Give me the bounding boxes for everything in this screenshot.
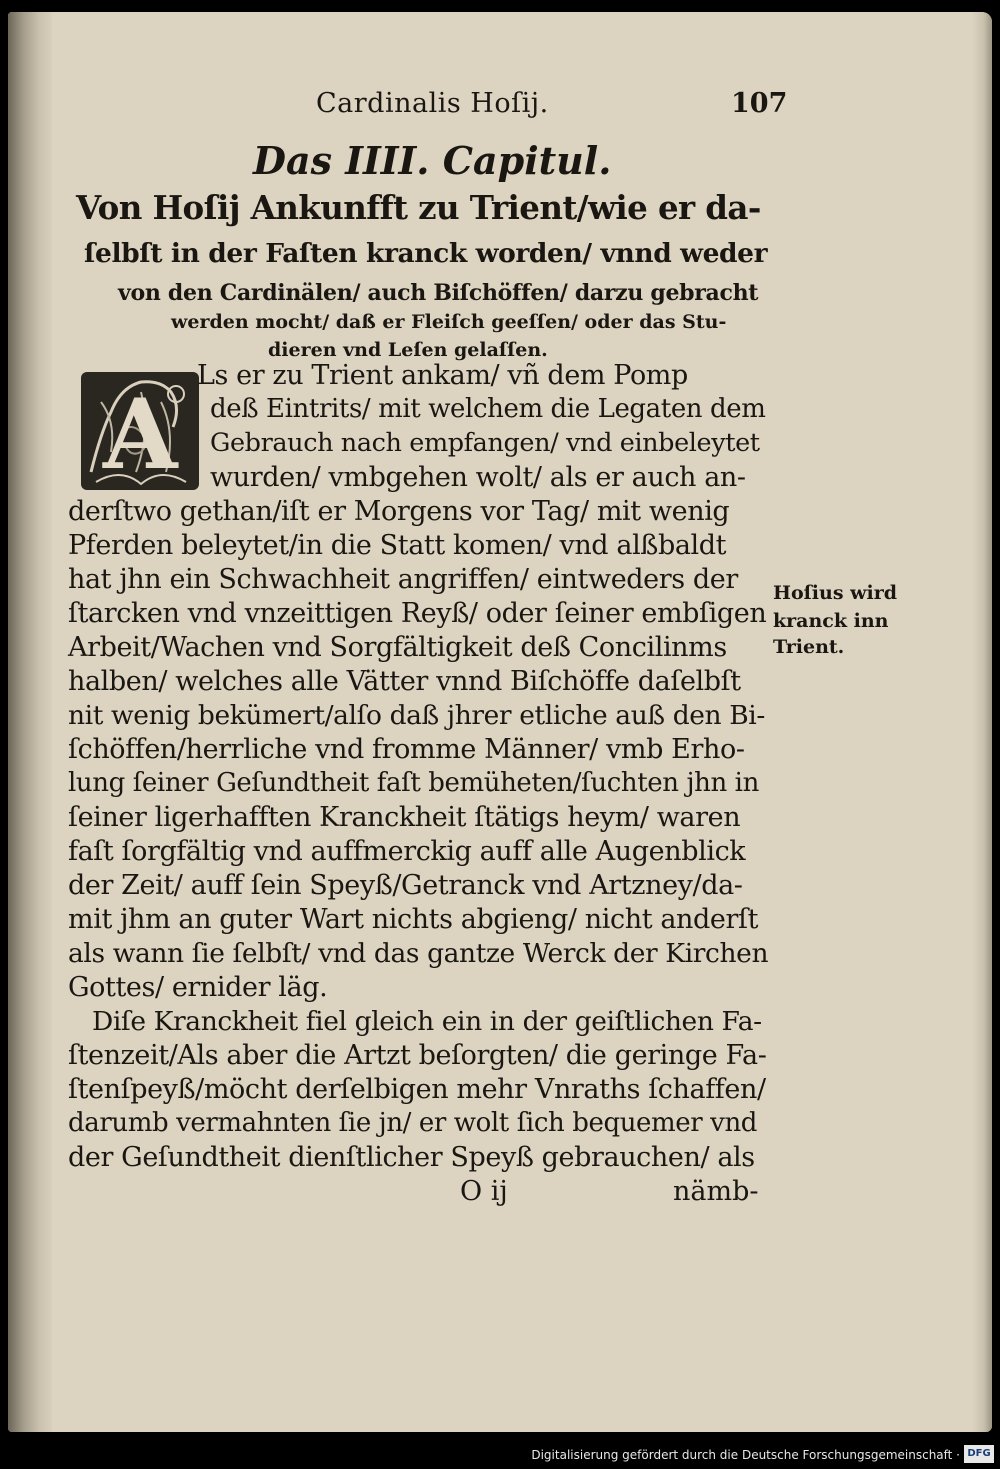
- digitization-footer: [0, 1440, 1000, 1469]
- body-text-line: hat jhn ein Schwachheit angriffen/ eintweders der: [68, 564, 738, 595]
- margin-note-line: kranck inn: [773, 610, 889, 632]
- body-text-line: derſtwo gethan/iſt er Morgens vor Tag/ mit wenig: [68, 496, 730, 527]
- margin-note-line: Trient.: [773, 636, 845, 658]
- funding-credit: Digitalisierung gefördert durch die Deutsche Forschungsgemeinschaft ·: [531, 1448, 960, 1462]
- body-text-line: Pferden beleytet/in die Statt komen/ vnd alßbaldt: [68, 530, 727, 561]
- body-text-line: Diſe Kranckheit fiel gleich ein in der geiſtlichen Fa-: [92, 1006, 762, 1037]
- chapter-label: Das IIII. Capitul.: [253, 138, 612, 183]
- page-edge-shadow: [972, 12, 992, 1432]
- body-text-line: mit jhm an guter Wart nichts abgieng/ nicht anderſt: [68, 904, 759, 935]
- chapter-title-line: von den Cardinälen/ auch Biſchöffen/ darzu gebracht: [118, 280, 759, 306]
- body-text-line: ſtenzeit/Als aber die Artzt beſorgten/ die geringe Fa-: [68, 1040, 767, 1071]
- body-text-line: der Geſundtheit dienſtlicher Speyß gebrauchen/ als: [68, 1142, 755, 1173]
- margin-note-line: Hoſius wird: [773, 582, 898, 604]
- chapter-title-line: Von Hoſij Ankunfft zu Trient/wie er da-: [76, 188, 761, 227]
- body-text-line: Gebrauch nach empfangen/ vnd einbeleytet: [210, 428, 760, 458]
- dfg-logo: DFG: [964, 1445, 994, 1463]
- chapter-title-line: ſelbſt in der Faſten kranck worden/ vnnd weder: [84, 238, 768, 269]
- body-text-line: Ls er zu Trient ankam/ vñ dem Pomp: [197, 360, 688, 391]
- body-text-line: als wann ſie ſelbſt/ vnd das gantze Werck der Kirchen: [68, 938, 769, 969]
- book-page: [8, 12, 992, 1432]
- body-text-line: der Zeit/ auff ſein Speyß/Getranck vnd Artzney/da-: [68, 870, 743, 901]
- page-spine-shadow: [8, 12, 52, 1432]
- body-text-line: ſtarcken vnd vnzeittigen Reyß/ oder ſeiner embſigen: [68, 598, 767, 629]
- body-text-line: wurden/ vmbgehen wolt/ als er auch an-: [210, 462, 746, 493]
- body-text-line: nit wenig bekümert/alſo daß jhrer etliche auß den Bi-: [68, 700, 765, 731]
- folio-number: 107: [731, 88, 788, 119]
- signature-mark: O ij: [460, 1176, 508, 1207]
- body-text-line: ſchöffen/herrliche vnd fromme Männer/ vmb Erho-: [68, 734, 745, 765]
- chapter-title-line: werden mocht/ daß er Fleiſch geeſſen/ oder das Stu-: [171, 311, 727, 333]
- running-head: Cardinalis Hoſij.: [316, 88, 549, 119]
- catchword: nämb-: [673, 1176, 759, 1207]
- initial-letter: A: [103, 378, 178, 490]
- body-text-line: lung ſeiner Geſundtheit faſt bemüheten/ſuchten jhn in: [68, 768, 759, 798]
- body-text-line: Gottes/ ernider läg.: [68, 972, 328, 1003]
- chapter-title-line: dieren vnd Leſen gelaſſen.: [268, 339, 548, 361]
- body-text-line: faſt ſorgfältig vnd auffmerckig auff alle Augenblick: [68, 836, 746, 867]
- body-text-line: deß Eintrits/ mit welchem die Legaten dem: [210, 394, 766, 424]
- body-text-line: ſeiner ligerhafften Kranckheit ſtätigs heym/ waren: [68, 802, 741, 833]
- body-text-line: Arbeit/Wachen vnd Sorgfältigkeit deß Concilinms: [68, 632, 727, 663]
- body-text-line: halben/ welches alle Vätter vnnd Biſchöffe daſelbſt: [68, 666, 741, 697]
- body-text-line: ſtenſpeyß/möcht derſelbigen mehr Vnraths ſchaffen/: [68, 1074, 766, 1105]
- decorated-initial: [81, 372, 199, 490]
- body-text-line: darumb vermahnten ſie jn/ er wolt ſich bequemer vnd: [68, 1108, 758, 1138]
